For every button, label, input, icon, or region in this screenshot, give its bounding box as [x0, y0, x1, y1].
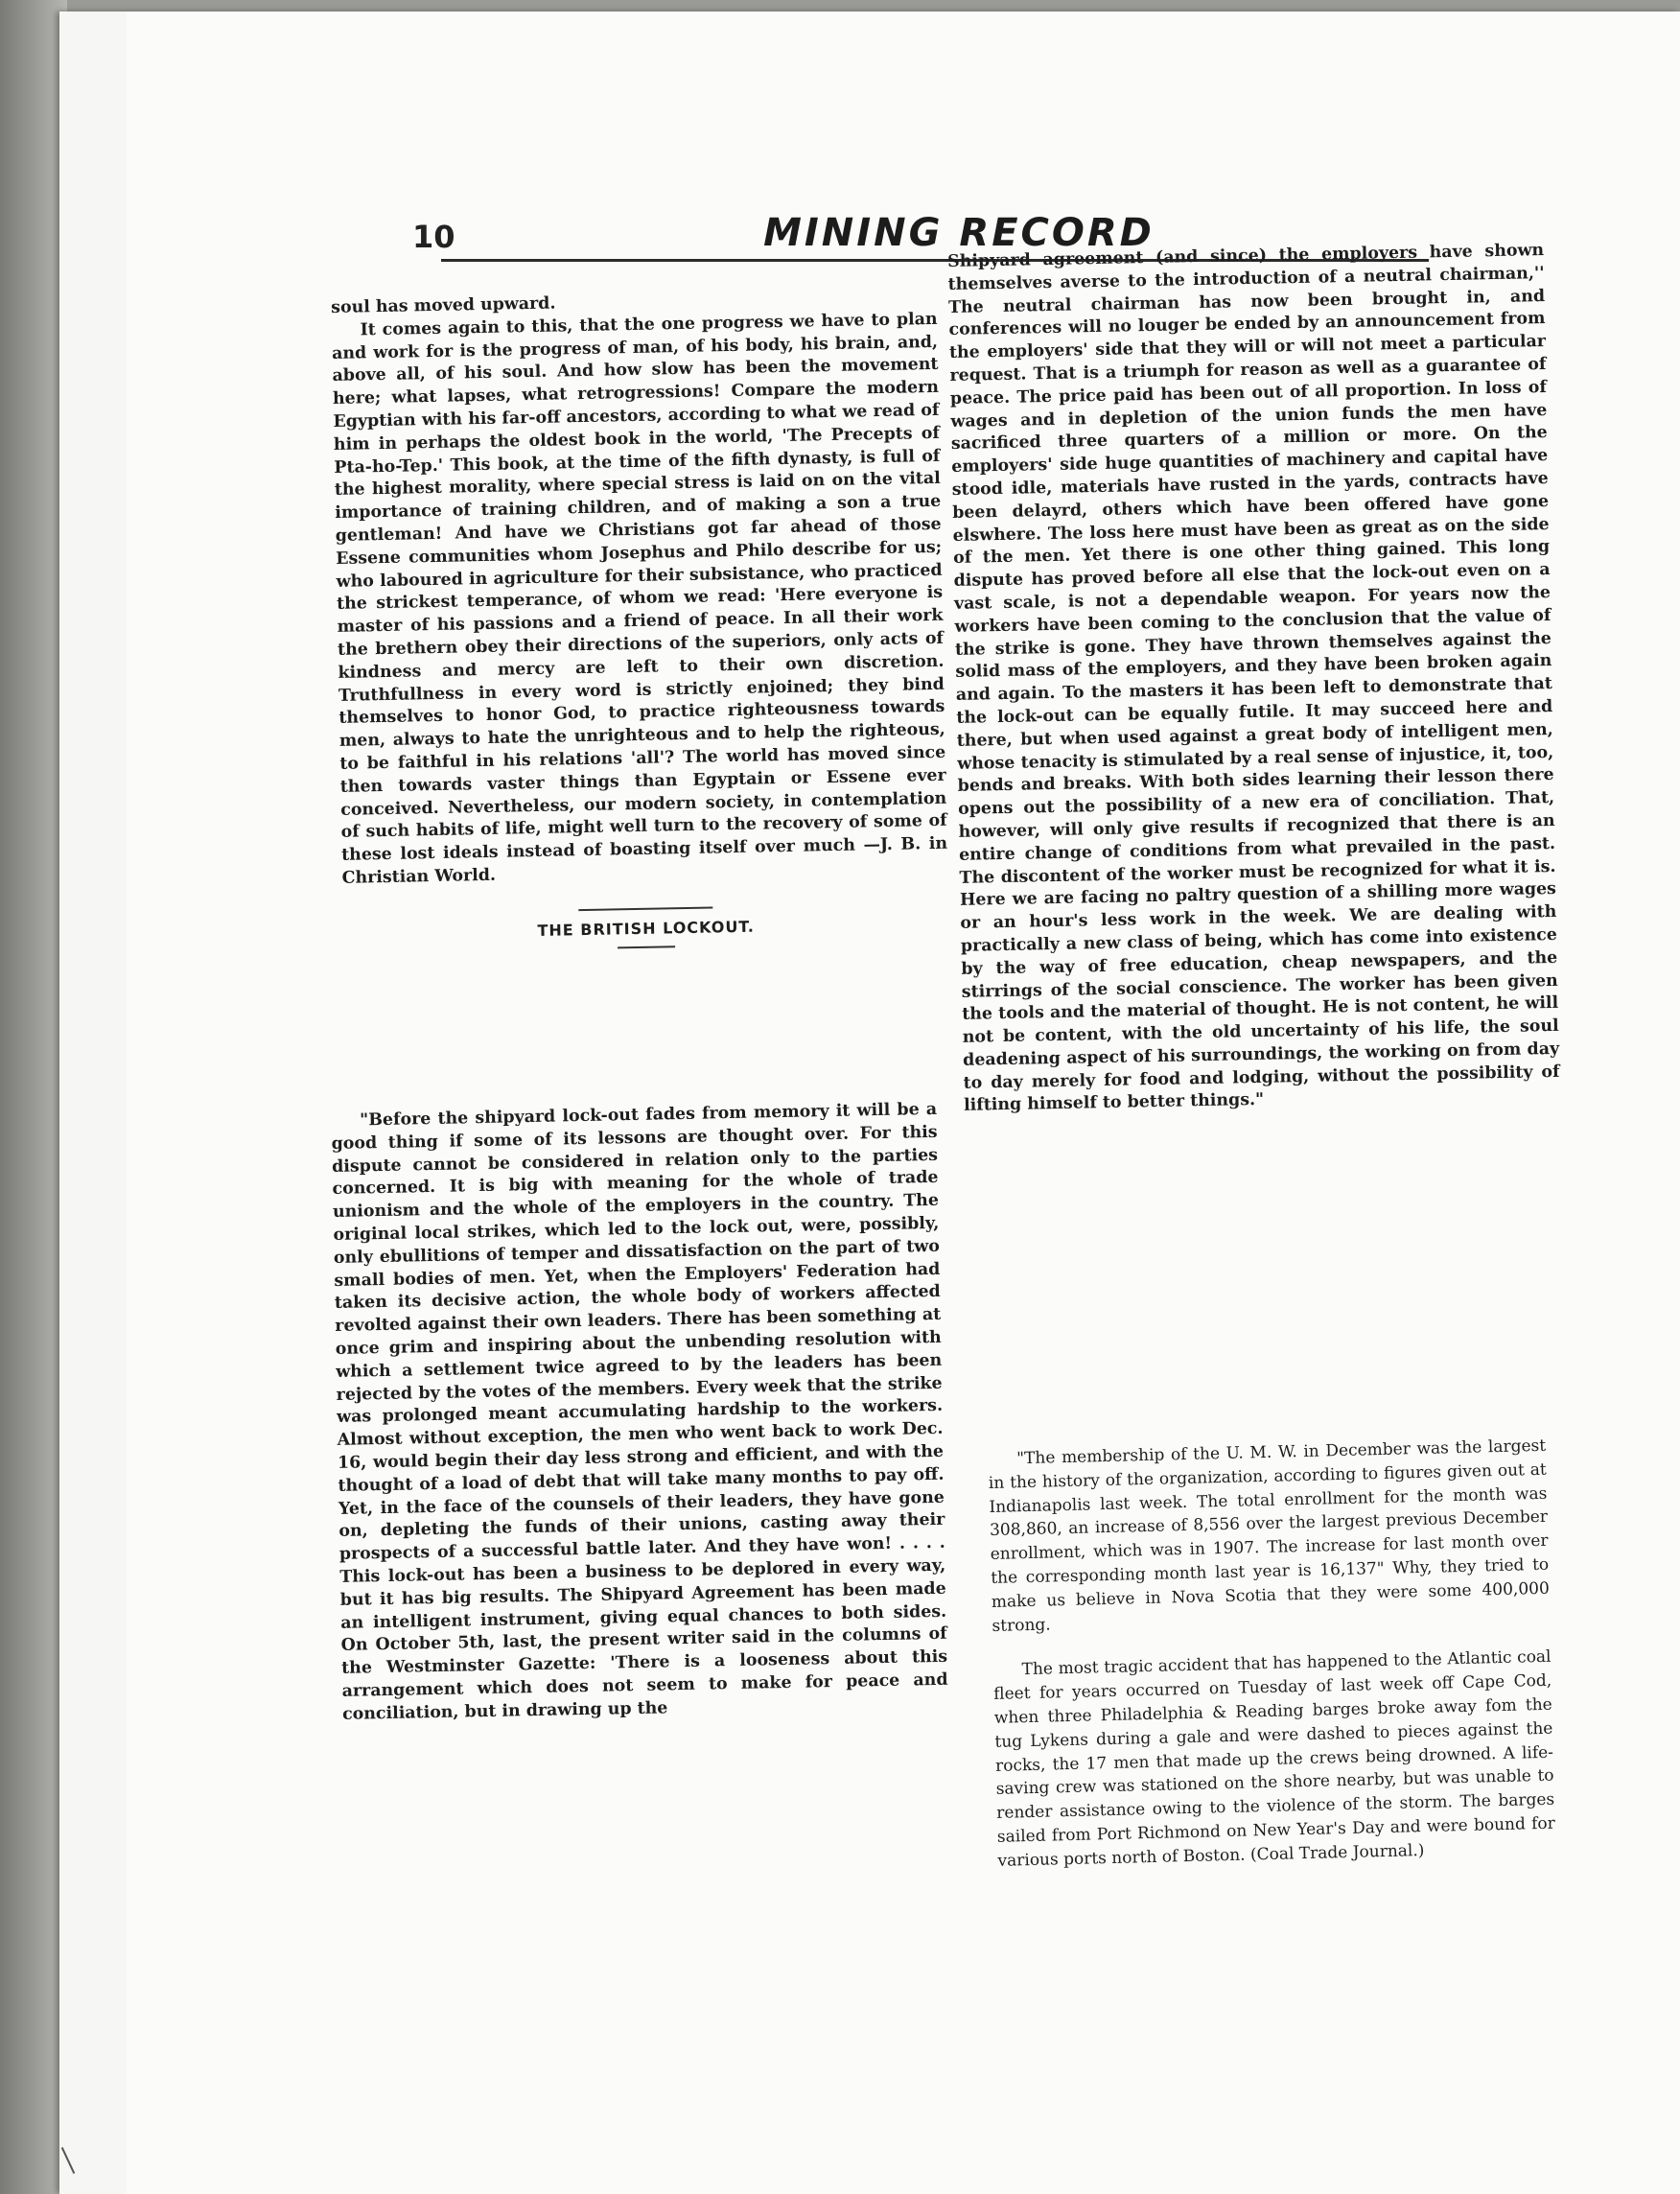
paragraph: It comes again to this, that the one progress we have to plan and work for is the progress of man, of his body, his brain, and, above all, of his soul. And how slow has been the movement here; what lapses, what retrogressions! Compare the modern Egyptian with his far-off ancestors, according to what we read of him in perhaps the oldest book in the world, 'The Precepts of Pta-ho-Tep.' This book, at the time of the fifth dynasty, is full of the highest morality, where special stress is laid on on the vital importance of training children, and of making a son a true gentleman! And have we Christians got far ahead of those Essene communities whom Josephus and Philo describe for us; who laboured in agriculture for their subsistance, who practiced the strickest temperance, of whom we read: 'Here everyone is master of his passions and a friend of peace. In all their work the brethern obey their directions of the superiors, only acts of kindness and mercy are left to their own discretion. Truthfullness in every word is strictly enjoined; they bind themselves to honor God, to practice righteousness towards men, always to hate the unrighteous and to help the righteous, to be faithful in his relations 'all'? The world has moved since then towards vaster things than Egyptain or Essene ever conceived. Nevertheless, our modern society, in contemplation of such habits of life, might well turn to the recovery of some of these lost ideals instead of boasting itself over much —J. B. in Christian World.: [331, 309, 948, 888]
right-column-top: [947, 240, 1560, 1118]
left-column-bottom: [331, 1099, 948, 1727]
publication-title: MINING RECORD: [763, 211, 1155, 255]
right-column-bottom: [988, 1435, 1556, 1895]
paragraph: Shipyard agreement (and since) the employers have shown themselves averse to the introduction of a neutral chairman,'' The neutral chairman has now been brought in, and conferences will no louger be ended by an announcement from the employers' side that they will or will not meet a particular request. That is a triumph for reason as well as a guarantee of peace. The price paid has been out of all proportion. In loss of wages and in depletion of the union funds the men have sacrificed three quarters of a million or more. On the employers' side huge quantities of machinery and capital have stood idle, materials have rusted in the yards, contracts have been delayrd, others which have been offered have gone elswhere. The loss here must have been as great as on the side of the men. Yet there is one other thing gained. This long dispute has proved before all else that the lock-out even on a vast scale, is not a dependable weapon. For years now the workers have been coming to the conclusion that the value of the strike is gone. They have thrown themselves against the solid mass of the employers, and they have been broken again and again. To the masters it has been left to demonstrate that the lock-out can be equally futile. It may succeed here and there, but when used against a great body of intelligent men, whose tenacity is stimulated by a real sense of injustice, it, too, bends and breaks. With both sides learning their lesson there opens out the possibility of a new era of conciliation. That, however, will only give results if recognized that there is an entire change of conditions from what prevailed in the past. The discontent of the worker must be recognized for what it is. Here we are facing no paltry question of a shilling more wages or an hour's less work in the week. We are dealing with practically a new class of being, which has come into existence by the way of free education, cheap newspapers, and the stirrings of the social conscience. The worker has been given the tools and the material of thought. He is not content, he will not be content, with the old uncertainty of his life, the soul deadening aspect of his surroundings, the working on from day to day merely for food and lodging, without the possibility of lifting himself to better things.": [947, 241, 1560, 1116]
left-column-top: [331, 286, 949, 954]
paragraph: "Before the shipyard lock-out fades from memory it will be a good thing if some of its lessons are thought over. For this dispute cannot be considered in relation only to the parties concerned. It is big with meaning for the whole of trade unionism and the whole of the employers in the country. The original local strikes, which led to the lock out, were, possibly, only ebullitions of temper and dissatisfaction on the part of two small bodies of men. Yet, when the Employers' Federation had taken its decisive action, the whole body of workers affected revolted against their own leaders. There has been something at once grim and inspiring about the unbending resolution with which a settlement twice agreed to by the leaders has been rejected by the votes of the members. Every week that the strike was prolonged meant accumulating hardship to the workers. Almost without exception, the men who went back to work Dec. 16, would begin their day less strong and efficient, and with the thought of a load of debt that will take many months to pay off. Yet, in the face of the counsels of their leaders, they have gone on, depleting the funds of their unions, casting away their prospects of a successful battle later. And they have won! . . . . This lock-out has been a business to be deplored in every way, but it has big results. The Shipyard Agreement has been made an intelligent instrument, giving equal chances to both sides. On October 5th, last, the present writer said in the columns of the Westminster Gazette: 'There is a looseness about this arrangement which does not seem to make for peace and conciliation, but in drawing up the: [331, 1099, 948, 1724]
paragraph: "The membership of the U. M. W. in December was the largest in the history of the organization, according to figures given out at Indianapolis last week. The total enrollment for the month was 308,860, an increase of 8,556 over the largest previous December enrollment, which was in 1907. The increase for last month over the corresponding month last year is 16,137" Why, they tried to make us believe in Nova Scotia that they were some 400,000 strong.: [988, 1435, 1550, 1636]
paragraph: soul has moved upward.: [331, 293, 556, 317]
page-number: 10: [412, 219, 455, 255]
section-heading: THE BRITISH LOCKOUT.: [537, 917, 756, 940]
paragraph: The most tragic accident that has happened to the Atlantic coal fleet for years occurred on Tuesday of last week off Cape Cod, when three Philadelphia & Reading barges broke away fom the tug Lykens during a gale and were dashed to pieces against the rocks, the 17 men that made up the crews being drowned. A life-saving crew was stationed on the shore nearby, but was unable to render assistance owing to the violence of the storm. The barges sailed from Port Richmond on New Year's Day and were bound for various ports north of Boston. (Coal Trade Journal.): [993, 1647, 1555, 1871]
scan-edge: [0, 0, 67, 2194]
